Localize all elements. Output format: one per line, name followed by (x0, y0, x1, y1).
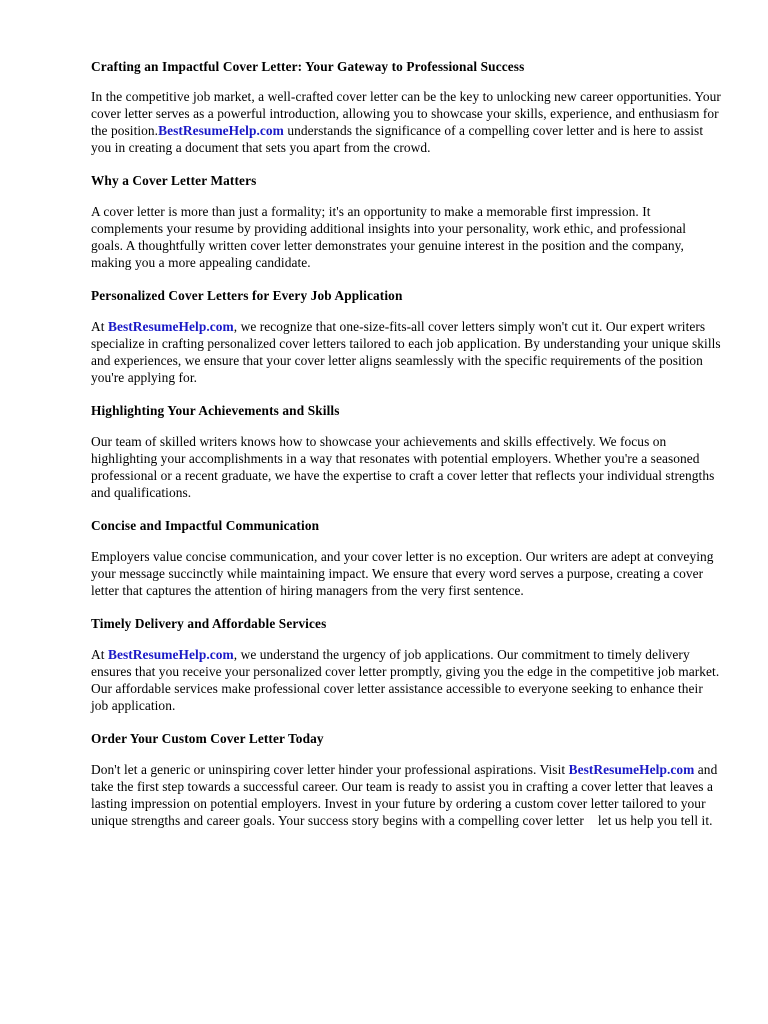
section-heading-highlighting-achievements: Highlighting Your Achievements and Skills (91, 403, 340, 418)
text-after-link: , we understand the urgency of job applications. Our commitment to timely delivery ensures that you receive your personalized cover letter promptly, giving you the edge in the competitive job market. Our affordable services make professional cover letter assistance accessible to everyone seeking to enhance their job application. (91, 647, 720, 713)
bestresumehelp-link[interactable]: BestResumeHelp.com (568, 762, 695, 777)
spacer (91, 189, 721, 203)
text-after-link-part1: and take the first step towards a successful career. Our team is ready to assist you in crafting a cover letter that leaves a lasting impression on potential employers. Invest in your future by ordering a custom cover letter tailored to your unique strengths and career goals. Your success story begins with a compelling cover letter (91, 762, 718, 828)
intro-text-before-link: In the competitive job market, a well-crafted cover letter can be the key to unlocking new career opportunities. Your cover letter serves as a powerful introduction, allowing you to showcase your skills, experience, and enthusiasm for the position. (91, 89, 721, 138)
section-body-order-custom-cover-letter (91, 761, 721, 829)
section-heading-why-cover-letter-matters: Why a Cover Letter Matters (91, 173, 257, 188)
text-before-link: At (91, 647, 105, 662)
section-heading-order-custom-cover-letter: Order Your Custom Cover Letter Today (91, 731, 324, 746)
spacer (91, 714, 721, 730)
spacer (91, 156, 721, 172)
spacer (91, 599, 721, 615)
text-before-link: Don't let a generic or uninspiring cover letter hinder your professional aspirations. Visit (91, 762, 566, 777)
text-after-link: , we recognize that one-size-fits-all cover letters simply won't cut it. Our expert writers specialize in crafting personalized cover letters tailored to each job application. By understanding your unique skills and experiences, we ensure that your cover letter aligns seamlessly with the specific requirements of the position you're applying for. (91, 319, 721, 385)
spacer (91, 271, 721, 287)
section-body-concise-communication: Employers value concise communication, and your cover letter is no exception. Our writers are adept at conveying your message succinctly while maintaining impact. We ensure that every word serves a purpose, creating a cover letter that captures the attention of hiring managers from the very first sentence. (91, 549, 714, 598)
document-content (91, 58, 721, 829)
section-heading-timely-delivery: Timely Delivery and Affordable Services (91, 616, 327, 631)
bestresumehelp-link[interactable]: BestResumeHelp.com (107, 647, 234, 662)
section-body-highlighting-achievements: Our team of skilled writers knows how to showcase your achievements and skills effectively. We focus on highlighting your accomplishments in a way that resonates with potential employers. Whether you're a seasoned professional or a recent graduate, we have the expertise to craft a cover letter that reflects your individual strengths and qualifications. (91, 434, 715, 500)
spacer (91, 304, 721, 318)
text-before-link: At (91, 319, 105, 334)
page-title: Crafting an Impactful Cover Letter: Your Gateway to Professional Success (91, 59, 525, 74)
intro-text-after-link: understands the significance of a compelling cover letter and is here to assist you in creating a document that sets you apart from the crowd. (91, 123, 704, 155)
spacer (91, 501, 721, 517)
section-heading-concise-communication: Concise and Impactful Communication (91, 518, 320, 533)
bestresumehelp-link[interactable]: BestResumeHelp.com (158, 123, 284, 138)
section-body-personalized-cover-letters (91, 318, 721, 386)
section-heading-personalized-cover-letters: Personalized Cover Letters for Every Job Application (91, 288, 403, 303)
section-body-timely-delivery (91, 646, 721, 714)
spacer (91, 534, 721, 548)
spacer (91, 75, 721, 88)
spacer (91, 747, 721, 761)
intro-paragraph (91, 88, 721, 156)
spacer (91, 386, 721, 402)
spacer (91, 632, 721, 646)
bestresumehelp-link[interactable]: BestResumeHelp.com (107, 319, 234, 334)
spacer (91, 419, 721, 433)
text-after-link-part2: let us help you tell it. (597, 813, 713, 828)
section-body-why-cover-letter-matters: A cover letter is more than just a formality; it's an opportunity to make a memorable first impression. It complements your resume by providing additional insights into your personality, work ethic, and professional goals. A thoughtfully written cover letter demonstrates your genuine interest in the position and the company, making you a more appealing candidate. (91, 204, 687, 270)
